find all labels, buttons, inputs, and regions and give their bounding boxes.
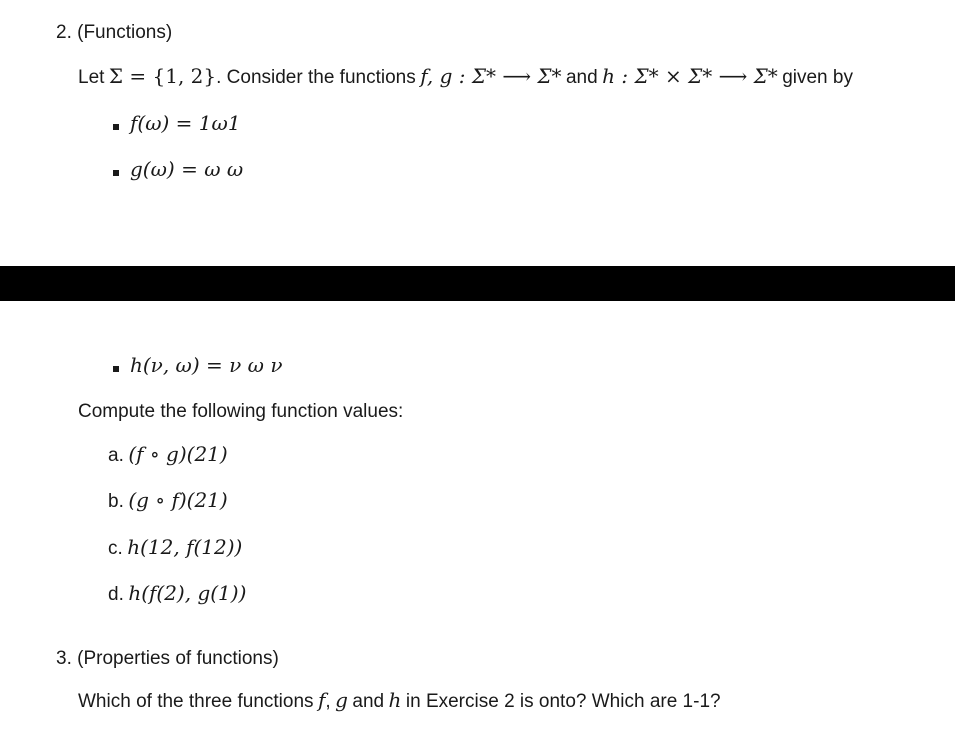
compute-prompt: Compute the following function values: xyxy=(78,401,404,422)
item-expression: h(f(2), g(1)) xyxy=(128,581,247,605)
g-definition: g(ω) = ω ω xyxy=(130,157,244,181)
item-expression: (g ∘ f)(21) xyxy=(128,488,228,512)
fg-signature: f, g : Σ* ⟶ Σ* xyxy=(420,64,562,88)
exercise-2-heading: 2. (Functions) xyxy=(56,22,173,43)
intro-and: and xyxy=(565,67,598,88)
item-label: c. xyxy=(108,538,123,559)
intro-given-by: given by xyxy=(782,67,853,88)
exercise-3-question xyxy=(78,688,721,713)
item-expression: h(12, f(12)) xyxy=(127,535,243,559)
intro-let: Let xyxy=(78,67,105,88)
item-c xyxy=(108,535,242,560)
item-b xyxy=(108,488,228,513)
h-signature: h : Σ* × Σ* ⟶ Σ* xyxy=(602,64,778,88)
item-expression: (f ∘ g)(21) xyxy=(128,442,228,466)
function-g: g xyxy=(335,688,348,712)
f-definition: f(ω) = 1ω1 xyxy=(130,111,241,135)
question-suffix: in Exercise 2 is onto? Which are 1-1? xyxy=(405,691,721,712)
item-label: b. xyxy=(108,491,124,512)
item-label: d. xyxy=(108,584,124,605)
comma: , xyxy=(325,691,331,712)
black-divider-bar xyxy=(0,266,955,301)
bullet-g xyxy=(113,170,119,176)
exercise-2-intro xyxy=(78,64,853,89)
bullet-f xyxy=(113,124,119,130)
item-d xyxy=(108,581,246,606)
exercise-3-heading: 3. (Properties of functions) xyxy=(56,648,279,669)
question-and: and xyxy=(352,691,385,712)
function-f: f xyxy=(317,688,326,712)
sigma-definition: Σ = {1, 2} xyxy=(108,64,217,88)
bullet-h xyxy=(113,366,119,372)
function-h: h xyxy=(388,688,402,712)
question-prefix: Which of the three functions xyxy=(78,691,314,712)
item-label: a. xyxy=(108,445,124,466)
h-definition: h(ν, ω) = ν ω ν xyxy=(130,353,283,377)
item-a xyxy=(108,442,228,467)
intro-consider: . Consider the functions xyxy=(216,67,416,88)
